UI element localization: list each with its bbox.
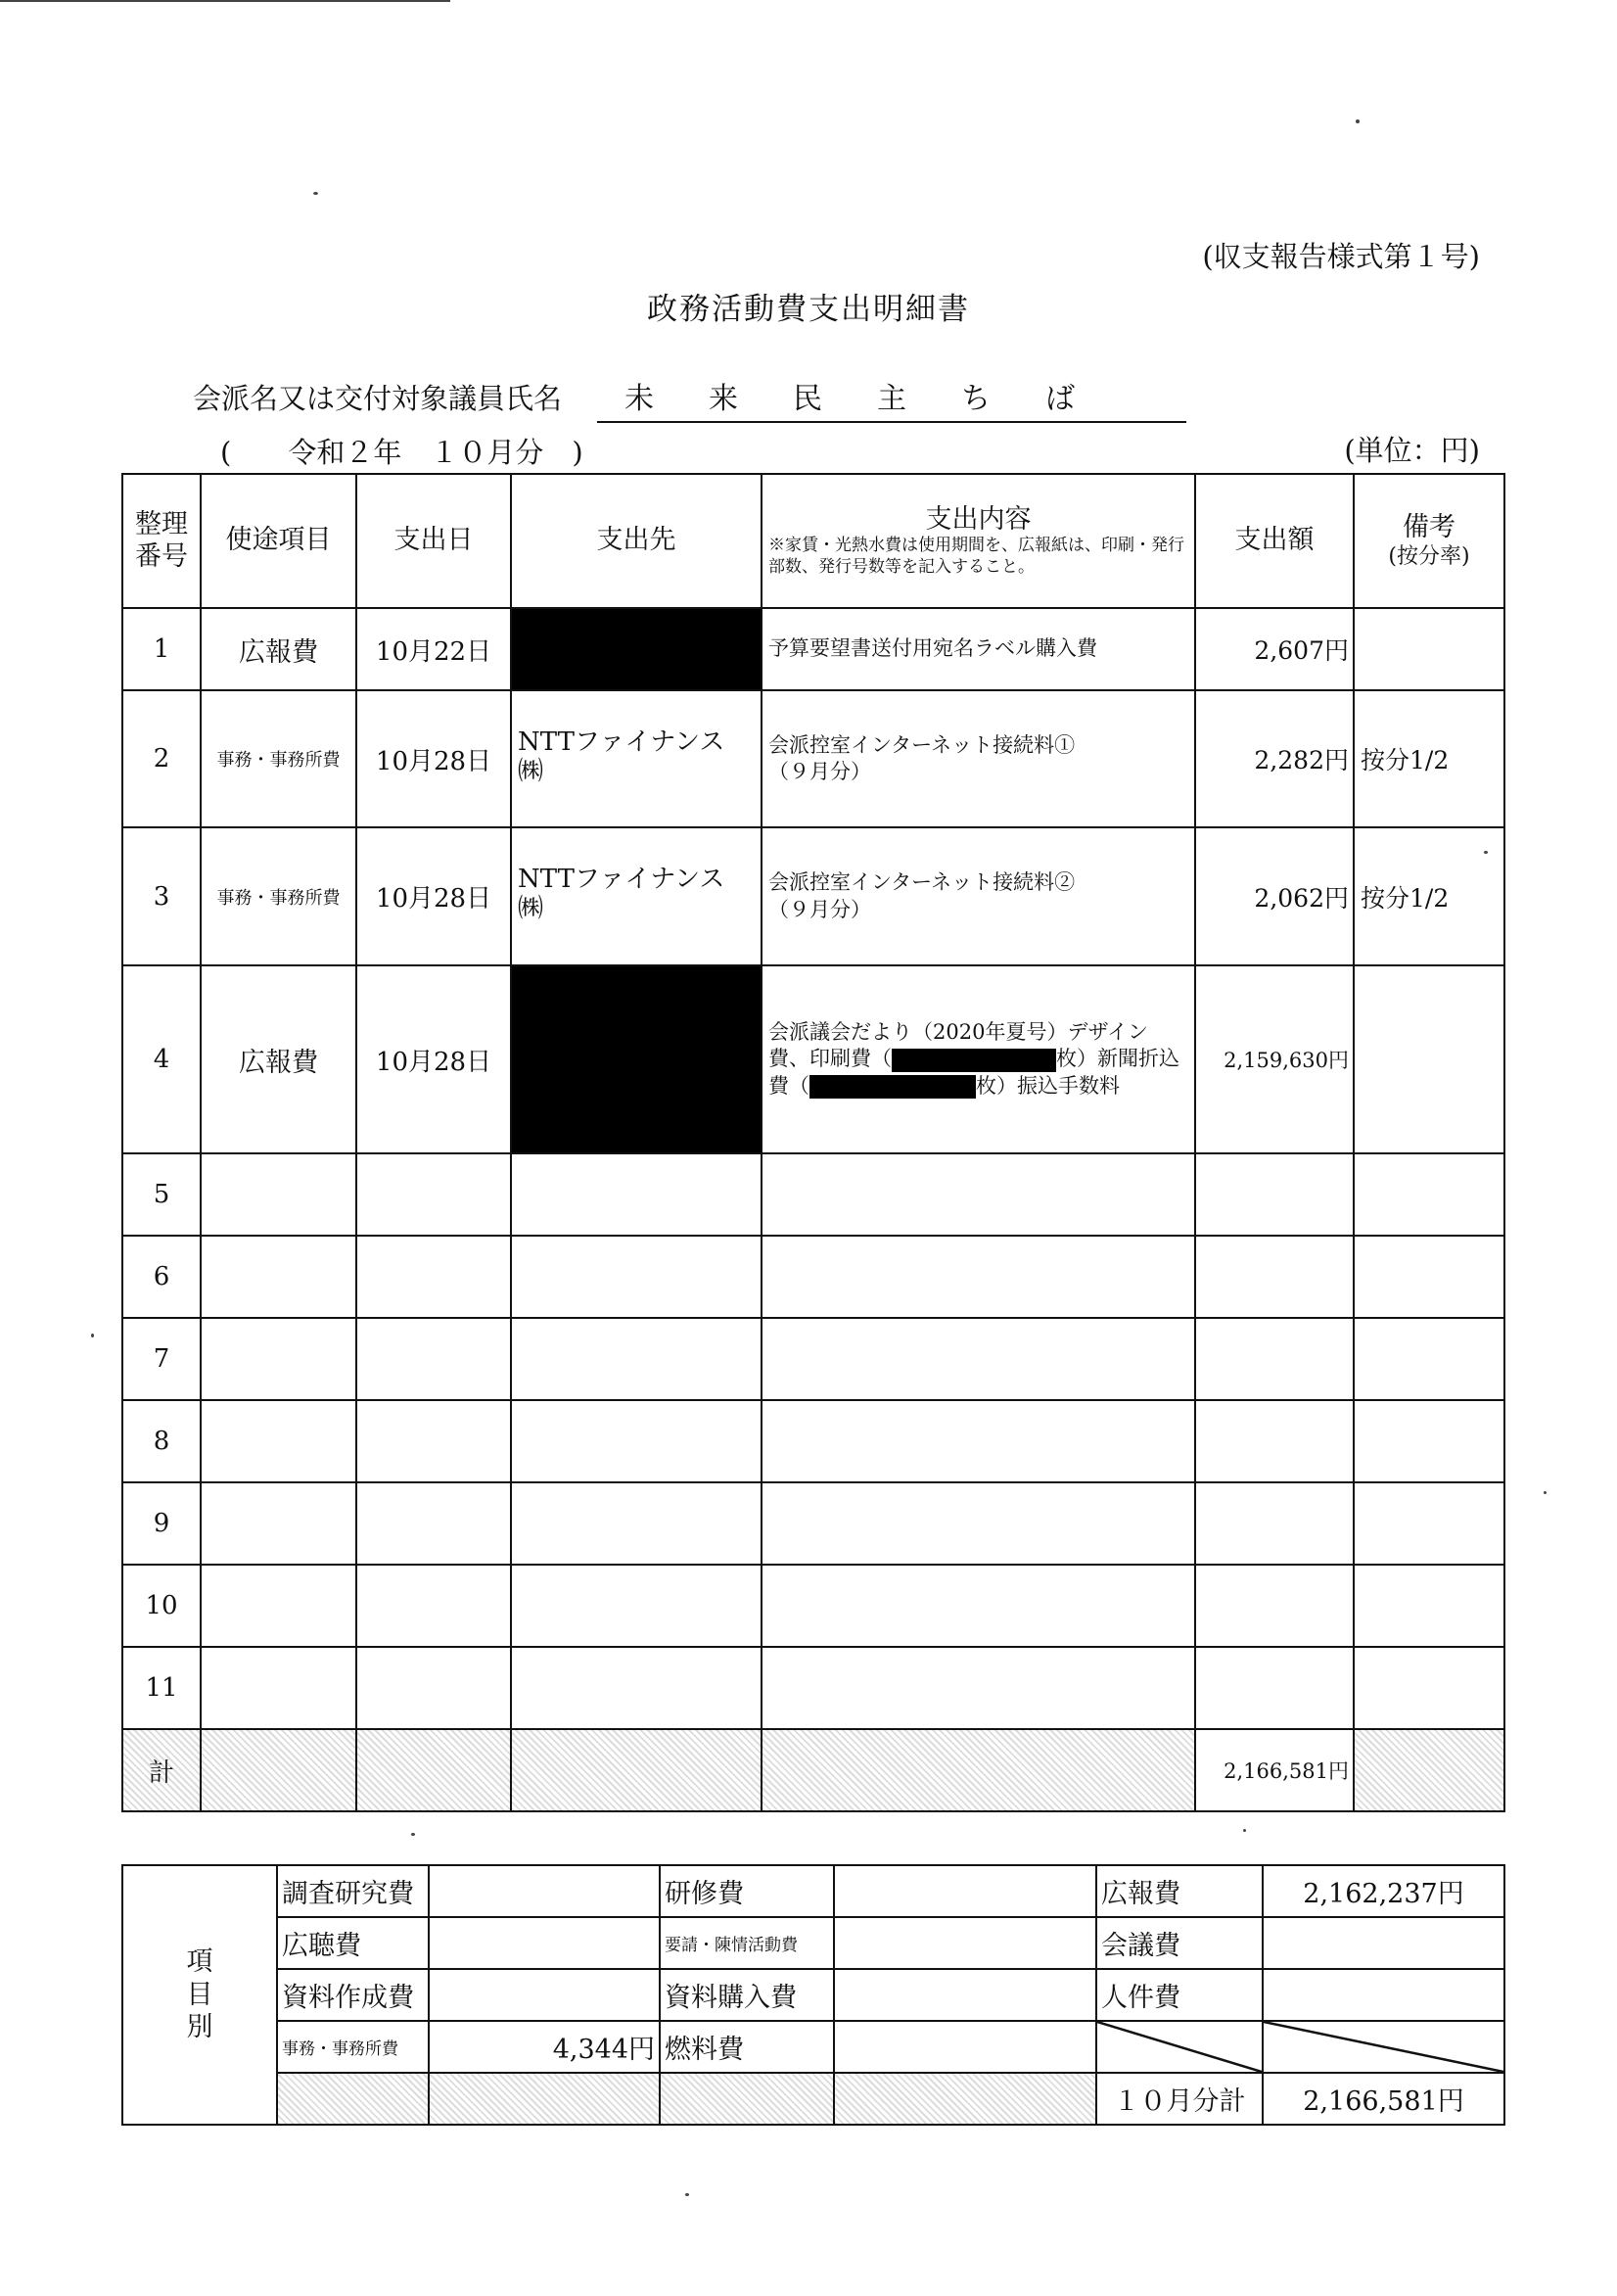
col-seq-header	[122, 474, 201, 608]
row-amount: 2,159,630円	[1195, 965, 1354, 1153]
material-purchase-amount	[834, 1969, 1096, 2021]
redacted-print-count	[892, 1049, 1056, 1072]
material-prep-label: 資料作成費	[277, 1969, 429, 2021]
personnel-label: 人件費	[1096, 1969, 1263, 2021]
shaded-cell	[834, 2073, 1096, 2125]
month-total-amount: 2,166,581円	[1263, 2073, 1504, 2125]
row-description-part: 枚）振込手数料	[976, 1073, 1120, 1098]
total-amount: 2,166,581円	[1195, 1729, 1354, 1811]
total-label: 計	[122, 1729, 201, 1811]
hearing-label: 広聴費	[277, 1917, 429, 1969]
row-description: 予算要望書送付用宛名ラベル購入費	[762, 608, 1195, 690]
row-amount: 2,282円	[1195, 690, 1354, 827]
row-category: 広報費	[201, 608, 356, 690]
expense-table	[121, 473, 1505, 1812]
col-payee-header: 支出先	[511, 474, 762, 608]
scan-speck	[1484, 851, 1488, 854]
row-description	[762, 690, 1195, 827]
table-row	[122, 608, 1504, 690]
faction-name-char: ば	[1045, 382, 1075, 416]
crossed-out-cell	[1096, 2021, 1263, 2073]
shaded-cell	[277, 2073, 429, 2125]
empty-row	[122, 1400, 1504, 1482]
publicity-label: 広報費	[1096, 1865, 1263, 1917]
material-purchase-label: 資料購入費	[660, 1969, 834, 2021]
period-label	[220, 431, 583, 471]
scan-speck	[1544, 1491, 1547, 1494]
side-label-char: 項	[186, 1945, 213, 1977]
redacted-payee	[511, 608, 762, 690]
col-date-header: 支出日	[356, 474, 511, 608]
summary-row	[122, 1969, 1504, 2021]
scan-speck	[313, 192, 318, 195]
shaded-cell	[356, 1729, 511, 1811]
crossed-out-cell	[1263, 2021, 1504, 2073]
training-label: 研修費	[660, 1865, 834, 1917]
period-open: (	[220, 436, 232, 469]
row-description-line: （９月分）	[768, 897, 871, 921]
row-category: 事務・事務所費	[201, 827, 356, 965]
row-payee	[511, 827, 762, 965]
row-number: 7	[122, 1318, 201, 1400]
col-category-header: 使途項目	[201, 474, 356, 608]
total-row	[122, 1729, 1504, 1811]
col-seq-header-line: 番号	[135, 540, 188, 572]
material-prep-amount	[429, 1969, 660, 2021]
scan-speck	[1243, 1829, 1246, 1832]
empty-row	[122, 1565, 1504, 1647]
period-close: )	[572, 436, 583, 469]
row-description	[762, 827, 1195, 965]
scan-speck	[411, 1833, 415, 1836]
row-number: 3	[122, 827, 201, 965]
fuel-label: 燃料費	[660, 2021, 834, 2073]
summary-row	[122, 1917, 1504, 1969]
row-description-line: 会派控室インターネット接続料②	[768, 870, 1076, 895]
document-title: 政務活動費支出明細書	[647, 292, 970, 327]
row-amount: 2,607円	[1195, 608, 1354, 690]
meeting-label: 会議費	[1096, 1917, 1263, 1969]
row-description-part: 会派議会だより（2020年夏号）デザイン費、印刷費（	[768, 1020, 1148, 1071]
row-description-line: 会派控室インターネット接続料①	[768, 732, 1076, 757]
research-amount	[429, 1865, 660, 1917]
row-date: 10月22日	[356, 608, 511, 690]
publicity-amount: 2,162,237円	[1263, 1865, 1504, 1917]
row-number: 8	[122, 1400, 201, 1482]
faction-name-char: ち	[961, 382, 991, 416]
personnel-amount	[1263, 1969, 1504, 2021]
row-number: 10	[122, 1565, 201, 1647]
row-number: 1	[122, 608, 201, 690]
shaded-cell	[1354, 1729, 1504, 1811]
row-category: 事務・事務所費	[201, 690, 356, 827]
row-remarks: 按分1/2	[1354, 690, 1504, 827]
form-number-label: (収支報告様式第１号)	[1202, 240, 1480, 273]
redacted-payee	[511, 965, 762, 1153]
row-payee	[511, 690, 762, 827]
summary-row	[122, 1865, 1504, 1917]
redacted-insert-count	[809, 1075, 976, 1099]
row-number: 9	[122, 1482, 201, 1565]
side-label-char: 別	[186, 2012, 213, 2043]
scan-speck	[91, 1334, 94, 1337]
shaded-cell	[201, 1729, 356, 1811]
training-amount	[834, 1865, 1096, 1917]
row-remarks: 按分1/2	[1354, 827, 1504, 965]
scan-edge-line	[0, 0, 450, 2]
table-row	[122, 827, 1504, 965]
faction-label: 会派名又は交付対象議員氏名	[193, 382, 563, 415]
meeting-amount	[1263, 1917, 1504, 1969]
shaded-cell	[511, 1729, 762, 1811]
faction-name-char: 主	[877, 382, 906, 416]
research-label: 調査研究費	[277, 1865, 429, 1917]
empty-row	[122, 1482, 1504, 1565]
shaded-cell	[762, 1729, 1195, 1811]
row-date: 10月28日	[356, 690, 511, 827]
row-amount: 2,062円	[1195, 827, 1354, 965]
office-label: 事務・事務所費	[277, 2021, 429, 2073]
office-amount: 4,344円	[429, 2021, 660, 2073]
row-number: 4	[122, 965, 201, 1153]
row-remarks	[1354, 965, 1504, 1153]
table-row	[122, 965, 1504, 1153]
row-payee-suffix: ㈱	[518, 893, 544, 923]
empty-row	[122, 1236, 1504, 1318]
faction-name	[597, 374, 1186, 423]
category-summary-table	[121, 1864, 1505, 2126]
row-number: 6	[122, 1236, 201, 1318]
row-payee-suffix: ㈱	[518, 756, 544, 786]
row-description-part: 枚）新聞折込費（	[768, 1047, 1179, 1098]
col-content-title: 支出内容	[925, 504, 1032, 536]
side-label-char: 目	[186, 1979, 213, 2010]
row-date: 10月28日	[356, 827, 511, 965]
summary-row	[122, 2021, 1504, 2073]
row-description-line: （９月分）	[768, 760, 871, 783]
col-seq-header-line: 整理	[135, 509, 188, 540]
petition-amount	[834, 1917, 1096, 1969]
faction-name-char: 未	[624, 382, 654, 416]
period-text: 令和２年 １０月分	[288, 436, 544, 469]
fuel-amount	[834, 2021, 1096, 2073]
row-number: 11	[122, 1647, 201, 1729]
empty-row	[122, 1318, 1504, 1400]
month-total-label: １０月分計	[1096, 2073, 1263, 2125]
row-description	[762, 965, 1195, 1153]
scan-speck	[685, 2193, 689, 2196]
faction-name-char: 民	[793, 382, 822, 416]
table-row	[122, 690, 1504, 827]
shaded-cell	[429, 2073, 660, 2125]
col-remarks-title: 備考	[1403, 512, 1455, 543]
row-date: 10月28日	[356, 965, 511, 1153]
summary-row	[122, 2073, 1504, 2125]
summary-side-label	[122, 1865, 277, 2125]
faction-name-char: 来	[709, 382, 738, 416]
row-payee-name: NTTファイナンス	[518, 727, 725, 757]
unit-label: (単位：円)	[1344, 434, 1480, 467]
hearing-amount	[429, 1917, 660, 1969]
col-content-note: ※家賃・光熱水費は使用期間を、広報紙は、印刷・発行部数、発行号数等を記入すること。	[768, 536, 1184, 577]
row-category: 広報費	[201, 965, 356, 1153]
col-remarks-header	[1354, 474, 1504, 608]
shaded-cell	[660, 2073, 834, 2125]
table-header-row	[122, 474, 1504, 608]
scan-speck	[1356, 119, 1360, 123]
col-remarks-sub: (按分率)	[1388, 543, 1470, 569]
row-remarks	[1354, 608, 1504, 690]
empty-row	[122, 1647, 1504, 1729]
empty-row	[122, 1153, 1504, 1236]
petition-label: 要請・陳情活動費	[660, 1917, 834, 1969]
row-number: 2	[122, 690, 201, 827]
row-number: 5	[122, 1153, 201, 1236]
col-amount-header: 支出額	[1195, 474, 1354, 608]
col-content-header	[762, 474, 1195, 608]
row-payee-name: NTTファイナンス	[518, 865, 725, 894]
